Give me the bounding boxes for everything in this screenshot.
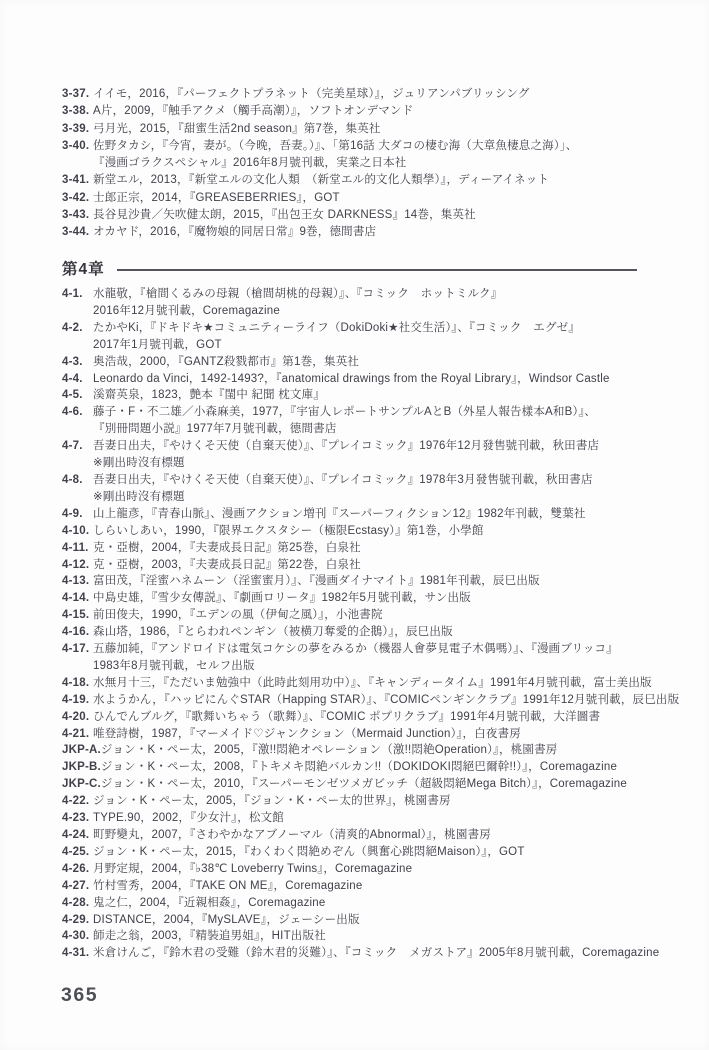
entry-line: 新堂エル，2013，『新堂エルの文化人類 （新堂エル的文化人類學）』，ディーアイネット <box>93 174 550 187</box>
reference-entry <box>62 190 689 207</box>
reference-entry <box>62 103 689 120</box>
entry-text <box>93 607 383 624</box>
entry-line: 鬼之仁，2004，『近親相姦』，Coremagazine <box>93 896 326 909</box>
entry-id: 3-40. <box>62 139 90 152</box>
entry-line: 『別冊問題小説』1977年7月號刊載，德間書店 <box>93 423 337 436</box>
entry-text <box>93 641 618 675</box>
reference-entry <box>62 540 689 557</box>
entry-text <box>93 912 360 929</box>
entry-id: 4-4. <box>62 372 83 385</box>
reference-entry <box>62 844 689 861</box>
entry-text <box>93 692 679 709</box>
entry-line: 1983年8月號刊載，セルフ出版 <box>93 659 255 672</box>
entry-id: 3-41. <box>62 174 90 187</box>
entry-text <box>93 675 652 692</box>
entry-text <box>93 320 580 354</box>
entry-line: 竹村雪秀，2004，『TAKE ON ME』，Coremagazine <box>93 879 363 892</box>
entry-line: 士郎正宗，2014，『GREASEBERRIES』，GOT <box>93 191 340 204</box>
entry-text <box>93 557 361 574</box>
reference-entry <box>62 472 689 506</box>
entry-line: 2016年12月號刊載，Coremagazine <box>93 304 280 317</box>
reference-entry <box>62 641 689 675</box>
entry-line: ジョン・K・ペー太，2015，『わくわく悶絶めぞん（興奮心跳悶絕Maison）』，GOT <box>93 845 525 858</box>
reference-entry <box>62 354 689 371</box>
entry-id: 4-26. <box>62 862 90 875</box>
entry-line: ひんでんブルグ，『歌舞いちゃう（歌舞）』、『COMIC ポプリクラブ』1991年4月號刊載，大洋圖書 <box>93 710 601 723</box>
entry-text <box>93 793 451 810</box>
reference-entry <box>62 607 689 624</box>
entry-line: イイモ，2016，『パーフェクトプラネット（完美星球）』，ジュリアンパブリッシング <box>93 88 530 100</box>
reference-entry <box>62 523 689 540</box>
page-number: 365 <box>61 984 99 1006</box>
entry-line: ジョン・K・ペー太，2008，『トキメキ悶絶バルカン!!（DOKIDOKI悶絕巴爾幹!!）』，Coremagazine <box>100 761 618 774</box>
reference-entry <box>62 675 689 692</box>
entry-line: 師走之翁，2003，『精裝追男姐』，HIT出版社 <box>93 930 326 943</box>
chapter-4-title: 第4章 <box>62 261 105 278</box>
reference-entry <box>62 878 689 895</box>
entry-text <box>93 103 413 120</box>
entry-text <box>93 928 326 945</box>
entry-id: 3-39. <box>62 122 90 135</box>
reference-entry <box>62 861 689 878</box>
entry-text <box>93 709 600 726</box>
entry-id: 4-21. <box>62 727 90 740</box>
reference-entry <box>62 438 689 472</box>
entry-line: 弓月光，2015，『甜蜜生活2nd season』第7巻，集英社 <box>93 122 381 135</box>
entry-id: 4-20. <box>62 710 90 723</box>
entry-id: 4-28. <box>62 896 90 909</box>
entry-line: 水ようかん，『ハッピにんぐSTAR（Happing STAR）』、『COMICペンギンクラブ』1991年12月號刊載，辰巳出版 <box>93 693 680 706</box>
entry-id: 4-25. <box>62 845 90 858</box>
entry-id: 3-38. <box>62 105 90 118</box>
entry-id: 4-22. <box>62 795 90 808</box>
entry-line: 五藤加純，『アンドロイドは電気コケシの夢をみるか（機器人會夢見電子木偶嗎）』、『漫画ブリッコ』 <box>93 643 618 656</box>
entry-text <box>93 878 362 895</box>
entry-line: 前田俊夫，1990，『エデンの風（伊甸之風）』，小池書院 <box>93 609 383 622</box>
entry-text <box>93 861 412 878</box>
entry-id: 4-15. <box>62 609 90 622</box>
reference-entry <box>62 928 689 945</box>
entry-text <box>93 810 284 827</box>
entry-text <box>93 387 325 404</box>
chapter-4-reference-list <box>62 286 689 962</box>
entry-line: 米倉けんご，『鈴木君の受難（鈴木君的災難）』、『コミック メガストア』2005年8月號刊載，Coremagazine <box>93 947 660 960</box>
entry-line: 長谷見沙貴／矢吹健太朗，2015，『出包王女 DARKNESS』14巻，集英社 <box>93 209 476 222</box>
entry-line: 中島史雄，『雪少女傳説』、『劇画ロリータ』1982年5月號刊載，サン出版 <box>93 592 471 605</box>
entry-text <box>93 207 476 224</box>
entry-line: 『漫画ゴラクスペシャル』2016年8月號刊載，実業之日本社 <box>93 157 407 170</box>
entry-line: DISTANCE，2004，『MySLAVE』，ジェーシー出版 <box>93 913 360 926</box>
entry-id: 4-12. <box>62 558 90 571</box>
reference-entry <box>62 945 689 962</box>
entry-id: 4-30. <box>62 930 90 943</box>
entry-line: 克・亞樹，2003，『夫妻成長日記』第22巻，白泉社 <box>93 558 361 571</box>
reference-entry <box>62 320 689 354</box>
entry-line: 克・亞樹，2004，『夫妻成長日記』第25巻，白泉社 <box>93 541 361 554</box>
reference-entry <box>62 207 689 224</box>
entry-id: 4-18. <box>62 676 90 689</box>
entry-id: 4-3. <box>62 355 83 368</box>
entry-id: 4-6. <box>62 406 83 419</box>
reference-entry <box>62 506 689 523</box>
entry-line: ジョン・K・ペー太，2005，『激!!悶絶オペレーション（激!!悶絶Operation）』，桃園書房 <box>100 744 558 757</box>
entry-line: TYPE.90，2002，『少女汁』，松文館 <box>93 812 285 825</box>
entry-line: しらいしあい，1990，『限界エクスタシー（極限Ecstasy）』第1巻，小學館 <box>93 524 484 537</box>
reference-entry <box>62 793 689 810</box>
entry-id: 4-29. <box>62 913 90 926</box>
entry-line: 山上龍彥，『青春山脈』、漫画アクション増刊『スーパーフィクション12』1982年刊載，雙葉社 <box>93 507 586 520</box>
entry-text <box>93 827 491 844</box>
entry-line: 水龍敬，『槍間くるみの母親（槍間胡桃的母親）』、『コミック ホットミルク』 <box>93 288 503 300</box>
entry-id: 3-44. <box>62 226 90 239</box>
entry-text <box>93 844 525 861</box>
reference-entry <box>62 138 689 173</box>
entry-line: 溪齋英泉，1823，艶本『閨中 紀聞 枕文庫』 <box>93 389 326 402</box>
entry-line: たかやKi，『ドキドキ★コミュニティーライフ（DokiDoki★社交生活）』、『コミック エグゼ』 <box>93 321 581 334</box>
entry-line: Leonardo da Vinci，1492-1493?，『anatomical drawings from the Royal Library』，Windsor Castle <box>93 372 610 385</box>
entry-text <box>93 190 340 207</box>
heading-rule-line <box>117 269 637 271</box>
entry-text <box>93 945 659 962</box>
entry-line: 月野定規，2004，『♭38℃ Loveberry Twins』，Coremagazine <box>93 862 413 875</box>
entry-line: 吾妻日出夫，『やけくそ天使（自棄天使）』、『プレイコミック』1976年12月發售號刊載，秋田書店 <box>93 440 600 453</box>
entry-text <box>93 86 530 103</box>
entry-line: 富田茂，『淫蜜ハネムーン（淫蜜蜜月）』、『漫画ダイナマイト』1981年刊載，辰巳出版 <box>93 575 540 588</box>
entry-text <box>101 776 627 793</box>
reference-entry <box>62 912 689 929</box>
entry-line: 唯登詩樹，1987，『マーメイド♡ジャンクション（Mermaid Junction）』，白夜書房 <box>93 727 522 740</box>
reference-entry <box>62 742 689 759</box>
entry-id: 4-10. <box>62 524 90 537</box>
reference-entry <box>62 810 689 827</box>
entry-line: ジョン・K・ペー太，2005，『ジョン・K・ペー太的世界』，桃園書房 <box>93 795 451 808</box>
entry-id: 4-5. <box>62 389 83 402</box>
entry-line: 町野變丸，2007，『さわやかなアブノーマル（清爽的Abnormal）』，桃園書房 <box>93 829 491 841</box>
entry-id: 4-9. <box>62 507 83 520</box>
entry-line: 2017年1月號刊載，GOT <box>93 338 222 351</box>
entry-id: 4-11. <box>62 541 89 554</box>
entry-text <box>93 286 502 320</box>
entry-id: 4-27. <box>62 879 90 892</box>
entry-line: 藤子・F・不二雄／小森麻美，1977，『宇宙人レポートサンプルAとB（外星人報告樣本A和B）』、 <box>93 406 597 419</box>
entry-text <box>93 354 359 371</box>
entry-text <box>93 624 453 641</box>
entry-id: 4-17. <box>62 643 90 656</box>
entry-text <box>93 523 484 540</box>
reference-entry <box>62 895 689 912</box>
entry-id: JKP-B. <box>62 761 101 774</box>
entry-text <box>93 121 381 138</box>
entry-id: 3-43. <box>62 209 90 222</box>
entry-text <box>93 224 376 241</box>
entry-text <box>93 472 593 506</box>
entry-text <box>93 895 325 912</box>
entry-text <box>93 506 586 523</box>
entry-text <box>93 573 540 590</box>
reference-entry <box>62 590 689 607</box>
reference-entry <box>62 573 689 590</box>
reference-entry <box>62 387 689 404</box>
reference-entry <box>62 121 689 138</box>
entry-line: ジョン・K・ペー太，2010，『スーパーモンゼツメガビッチ（超級悶絕Mega Bitch）』，Coremagazine <box>100 778 627 791</box>
entry-id: 4-14. <box>62 592 90 605</box>
entry-id: JKP-C. <box>62 778 101 791</box>
reference-entry <box>62 86 689 103</box>
entry-text <box>93 172 549 189</box>
reference-entry <box>62 286 689 320</box>
entry-text <box>93 540 361 557</box>
entry-text <box>93 138 577 173</box>
entry-line: 吾妻日出夫，『やけくそ天使（自棄天使）』、『プレイコミック』1978年3月發售號刊載，秋田書店 <box>93 473 593 486</box>
reference-entry <box>62 827 689 844</box>
entry-text <box>93 438 599 472</box>
reference-entry <box>62 692 689 709</box>
entry-line: オカヤド，2016，『魔物娘的同居日常』9巻，德間書店 <box>93 226 377 239</box>
reference-entry <box>62 709 689 726</box>
reference-entry <box>62 726 689 743</box>
entry-line: ※剛出時沒有標題 <box>93 490 185 503</box>
entry-text <box>101 742 558 759</box>
reference-entry <box>62 557 689 574</box>
entry-id: 4-31. <box>62 947 90 960</box>
entry-id: 4-13. <box>62 575 90 588</box>
reference-entry <box>62 224 689 241</box>
chapter-3-reference-list <box>62 86 689 242</box>
entry-id: 3-37. <box>62 88 90 100</box>
reference-entry <box>62 759 689 776</box>
reference-entry <box>62 172 689 189</box>
reference-entry <box>62 404 689 438</box>
entry-line: 森山塔，1986，『とらわれペンギン（被横刀奪愛的企鵝）』，辰巳出版 <box>93 626 453 639</box>
chapter-4-heading <box>62 257 637 279</box>
reference-entry <box>62 371 689 388</box>
entry-id: 4-2. <box>62 321 83 334</box>
entry-id: 4-24. <box>62 829 90 841</box>
entry-id: 4-23. <box>62 812 90 825</box>
entry-id: 4-19. <box>62 693 90 706</box>
reference-entry <box>62 776 689 793</box>
entry-text <box>93 404 596 438</box>
entry-id: 4-1. <box>62 288 83 300</box>
entry-text <box>101 759 617 776</box>
entry-line: 水無月十三，『ただいま勉強中（此時此刻用功中）』、『キャンディータイム』1991年4月號刊載，富士美出版 <box>93 676 652 689</box>
entry-id: 4-7. <box>62 440 83 453</box>
entry-text <box>93 371 610 388</box>
entry-text <box>93 726 521 743</box>
entry-line: 奥浩哉，2000，『GANTZ殺戮都市』第1巻，集英社 <box>93 355 360 368</box>
entry-text <box>93 590 471 607</box>
entry-id: JKP-A. <box>62 744 101 757</box>
reference-entry <box>62 624 689 641</box>
entry-id: 4-16. <box>62 626 90 639</box>
entry-id: 4-8. <box>62 473 83 486</box>
entry-line: 佐野タカシ，『今宵，妻が。（今晚，吾妻。）』、「第16話 大ダコの棲む海（大章魚棲息之海）」、 <box>93 139 578 152</box>
entry-id: 3-42. <box>62 191 90 204</box>
entry-line: A片，2009，『触手アクメ（觸手高潮）』，ソフトオンデマンド <box>93 105 414 118</box>
entry-line: ※剛出時沒有標題 <box>93 457 185 470</box>
